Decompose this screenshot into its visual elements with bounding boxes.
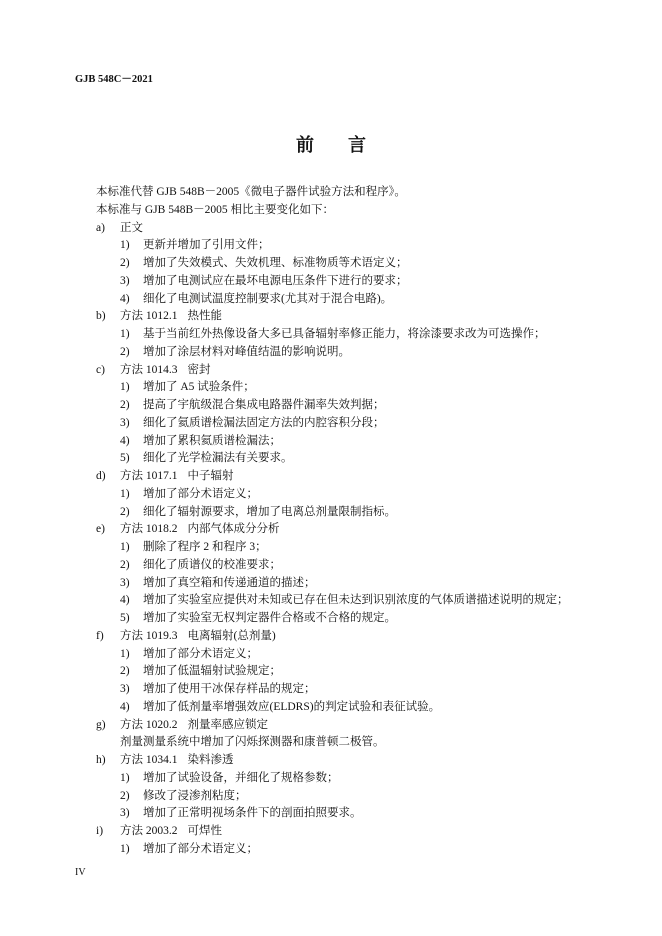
method-topic: 中子辐射 <box>187 470 234 482</box>
item-number: 1) <box>120 647 130 660</box>
method-topic: 染料渗透 <box>187 754 234 766</box>
method-number: 方法 1014.3 <box>120 363 178 376</box>
item-number: 2) <box>120 558 130 571</box>
change-item <box>96 575 636 593</box>
change-item <box>96 379 636 397</box>
item-number: 4) <box>120 434 130 447</box>
method-topic: 电离辐射(总剂量) <box>187 629 276 642</box>
item-number: 3) <box>120 683 130 695</box>
item-number: 3) <box>120 576 130 589</box>
item-number: 1) <box>120 381 130 394</box>
section-marker: i) <box>96 825 104 837</box>
section-marker: g) <box>96 718 106 731</box>
section-heading: 正文 <box>120 221 143 234</box>
intro-line: 本标准代替 GJB 548B－2005《微电子器件试验方法和程序》。 <box>96 186 406 198</box>
item-text: 删除了程序 2 和程序 3； <box>143 541 267 553</box>
change-note: 剂量测量系统中增加了闪烁探测器和康普顿二极管。 <box>120 736 385 749</box>
method-topic: 内部气体成分分析 <box>187 523 280 536</box>
item-text: 增加了涂层材料对峰值结温的影响说明。 <box>143 345 350 358</box>
change-item <box>96 291 636 309</box>
change-item <box>96 788 636 806</box>
item-text: 更新并增加了引用文件； <box>143 239 270 252</box>
item-number: 2) <box>120 789 130 802</box>
item-number: 1) <box>120 328 130 340</box>
item-text: 增加了真空箱和传递通道的描述； <box>143 576 316 589</box>
item-text: 增加了部分术语定义； <box>143 842 258 855</box>
change-item <box>96 415 636 433</box>
section-marker: h) <box>96 754 106 766</box>
item-text: 细化了电测试温度控制要求(尤其对于混合电路)。 <box>143 292 393 305</box>
item-number: 4) <box>120 700 130 713</box>
item-number: 2) <box>120 665 130 678</box>
change-section-g <box>96 717 636 735</box>
section-marker: f) <box>96 629 104 642</box>
change-item <box>96 646 636 664</box>
change-item <box>96 237 636 255</box>
change-item <box>96 592 636 610</box>
change-item <box>96 699 636 717</box>
section-marker: d) <box>96 470 106 482</box>
item-text: 细化了质谱仪的校准要求； <box>143 558 281 571</box>
item-number: 1) <box>120 487 130 500</box>
item-text: 基于当前红外热像设备大多已具备辐射率修正能力，将涂漆要求改为可选操作； <box>143 328 546 340</box>
change-item <box>96 663 636 681</box>
item-text: 细化了氦质谱检漏法固定方法的内腔容积分段； <box>143 416 385 429</box>
change-item <box>96 557 636 575</box>
item-number: 3) <box>120 274 130 287</box>
change-section-h <box>96 752 636 770</box>
item-number: 1) <box>120 771 130 784</box>
item-text: 增加了失效模式、失效机理、标准物质等术语定义； <box>143 257 408 269</box>
item-text: 增加了实验室应提供对未知或已存在但未达到识别浓度的气体质谱描述说明的规定； <box>143 594 569 607</box>
change-item <box>96 539 636 557</box>
section-marker: b) <box>96 310 106 323</box>
item-number: 1) <box>120 239 130 252</box>
method-topic: 可焊性 <box>187 825 222 837</box>
section-marker: c) <box>96 363 105 376</box>
change-section-b <box>96 308 636 326</box>
section-marker: e) <box>96 523 105 536</box>
item-text: 增加了部分术语定义； <box>143 647 258 660</box>
change-item <box>96 433 636 451</box>
item-number: 5) <box>120 612 130 624</box>
standard-code: GJB 548C－2021 <box>75 74 153 85</box>
section-marker: a) <box>96 221 105 234</box>
change-item <box>96 326 636 344</box>
method-topic: 热性能 <box>187 310 222 323</box>
change-section-c <box>96 362 636 380</box>
item-number: 3) <box>120 416 130 429</box>
method-number: 方法 1034.1 <box>120 754 178 766</box>
change-item <box>96 681 636 699</box>
item-number: 2) <box>120 257 130 269</box>
method-number: 方法 1017.1 <box>120 470 178 482</box>
item-text: 增加了 A5 试验条件； <box>143 381 255 394</box>
item-text: 细化了辐射源要求，增加了电离总剂量限制指标。 <box>143 505 396 518</box>
change-item <box>96 397 636 415</box>
item-text: 增加了使用干冰保存样品的规定； <box>143 683 316 695</box>
item-text: 增加了正常明视场条件下的剖面拍照要求。 <box>143 807 362 820</box>
item-text: 增加了实验室无权判定器件合格或不合格的规定。 <box>143 612 396 624</box>
item-text: 增加了电测试应在最坏电源电压条件下进行的要求； <box>143 274 408 287</box>
change-item <box>96 450 636 468</box>
item-text: 增加了低剂量率增强效应(ELDRS)的判定试验和表征试验。 <box>143 700 441 713</box>
item-number: 2) <box>120 505 130 518</box>
change-section-f <box>96 628 636 646</box>
page-number: IV <box>75 867 86 878</box>
change-section-e <box>96 521 636 539</box>
method-topic: 密封 <box>187 363 211 376</box>
item-number: 1) <box>120 842 130 855</box>
change-item <box>96 841 636 859</box>
method-topic: 剂量率感应锁定 <box>187 718 268 731</box>
method-number: 方法 1012.1 <box>120 310 178 323</box>
item-number: 1) <box>120 541 130 553</box>
item-text: 增加了试验设备，并细化了规格参数； <box>143 771 339 784</box>
item-number: 2) <box>120 399 130 411</box>
method-number: 方法 1018.2 <box>120 523 178 536</box>
change-section-a <box>96 220 636 238</box>
item-number: 4) <box>120 594 130 607</box>
change-item <box>96 273 636 291</box>
item-number: 3) <box>120 807 130 820</box>
item-number: 4) <box>120 292 130 305</box>
change-item <box>96 770 636 788</box>
change-item <box>96 504 636 522</box>
change-section-d <box>96 468 636 486</box>
item-text: 提高了宇航级混合集成电路器件漏率失效判据； <box>143 399 385 411</box>
change-item <box>96 486 636 504</box>
item-text: 增加了低温辐射试验规定； <box>143 665 281 678</box>
method-number: 方法 2003.2 <box>120 825 178 837</box>
item-number: 2) <box>120 345 130 358</box>
item-text: 增加了累积氦质谱检漏法； <box>143 434 281 447</box>
change-item <box>96 805 636 823</box>
change-item <box>96 344 636 362</box>
method-number: 方法 1020.2 <box>120 718 178 731</box>
item-number: 5) <box>120 452 130 465</box>
item-text: 增加了部分术语定义； <box>143 487 258 500</box>
foreword-body <box>96 184 636 859</box>
page-title: 前 言 <box>296 135 374 155</box>
method-number: 方法 1019.3 <box>120 629 178 642</box>
intro-line: 本标准与 GJB 548B－2005 相比主要变化如下： <box>96 203 334 216</box>
item-text: 细化了光学检漏法有关要求。 <box>143 452 293 465</box>
change-item <box>96 255 636 273</box>
item-text: 修改了浸渗剂粘度； <box>143 789 247 802</box>
change-item <box>96 610 636 628</box>
change-section-i <box>96 823 636 841</box>
